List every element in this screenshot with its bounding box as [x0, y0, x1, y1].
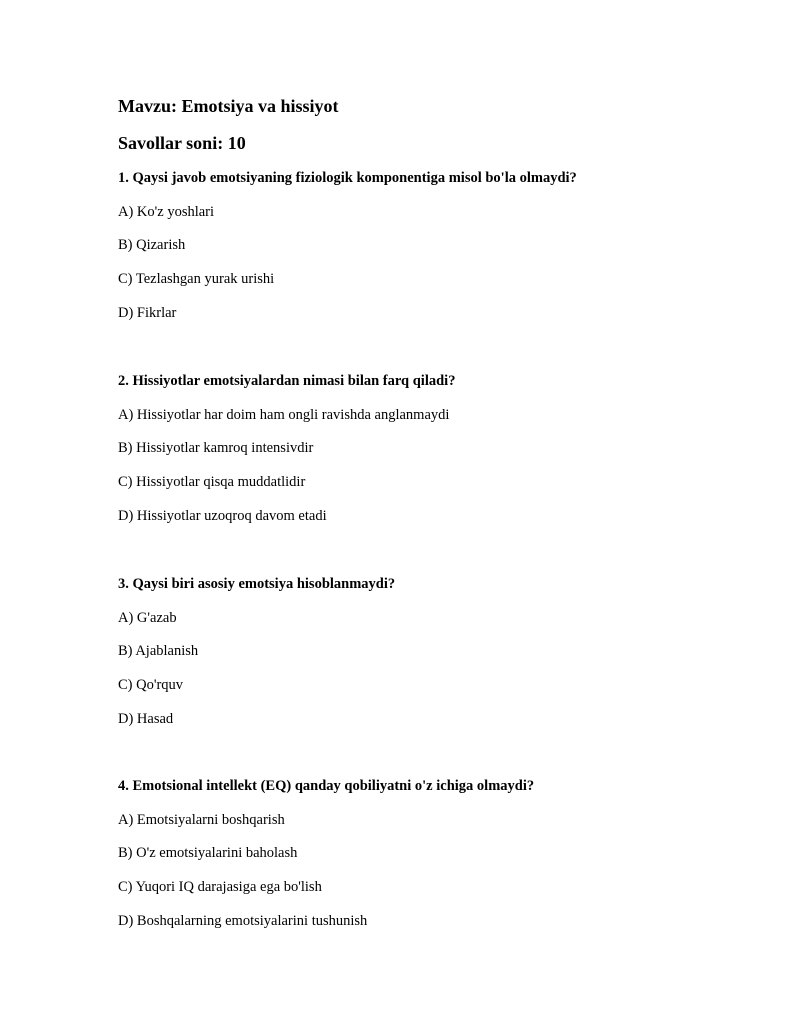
- question-count: Savollar soni: 10: [118, 133, 246, 153]
- question-text: 1. Qaysi javob emotsiyaning fiziologik komponentiga misol bo'la olmaydi?: [118, 170, 577, 186]
- question-block-1: [118, 169, 758, 322]
- answer-option-d: D) Hasad: [118, 710, 174, 727]
- question-block-2: [118, 372, 758, 525]
- answer-option-c: C) Hissiyotlar qisqa muddatlidir: [118, 474, 306, 491]
- answer-option-d: D) Hissiyotlar uzoqroq davom etadi: [118, 507, 327, 524]
- answer-option-b: B) Hissiyotlar kamroq intensivdir: [118, 440, 314, 457]
- question-text: 4. Emotsional intellekt (EQ) qanday qobiliyatni o'z ichiga olmaydi?: [118, 778, 535, 794]
- answer-option-a: A) Emotsiyalarni boshqarish: [118, 811, 285, 828]
- question-block-3: [118, 575, 758, 728]
- answer-option-a: A) Ko'z yoshlari: [118, 203, 215, 220]
- question-text: 3. Qaysi biri asosiy emotsiya hisoblanmaydi?: [118, 576, 396, 592]
- answer-option-b: B) O'z emotsiyalarini baholash: [118, 845, 298, 862]
- answer-option-b: B) Ajablanish: [118, 643, 199, 660]
- answer-option-c: C) Qo'rquv: [118, 677, 184, 694]
- answer-option-d: D) Boshqalarning emotsiyalarini tushunish: [118, 912, 368, 929]
- question-text: 2. Hissiyotlar emotsiyalardan nimasi bilan farq qiladi?: [118, 373, 456, 389]
- question-block-4: [118, 777, 758, 930]
- answer-option-a: A) Hissiyotlar har doim ham ongli ravishda anglanmaydi: [118, 406, 450, 423]
- answer-option-b: B) Qizarish: [118, 237, 186, 254]
- answer-option-c: C) Tezlashgan yurak urishi: [118, 271, 275, 288]
- answer-option-c: C) Yuqori IQ darajasiga ega bo'lish: [118, 879, 322, 896]
- answer-option-d: D) Fikrlar: [118, 304, 177, 321]
- page-title: Mavzu: Emotsiya va hissiyot: [118, 96, 339, 116]
- answer-option-a: A) G'azab: [118, 609, 177, 626]
